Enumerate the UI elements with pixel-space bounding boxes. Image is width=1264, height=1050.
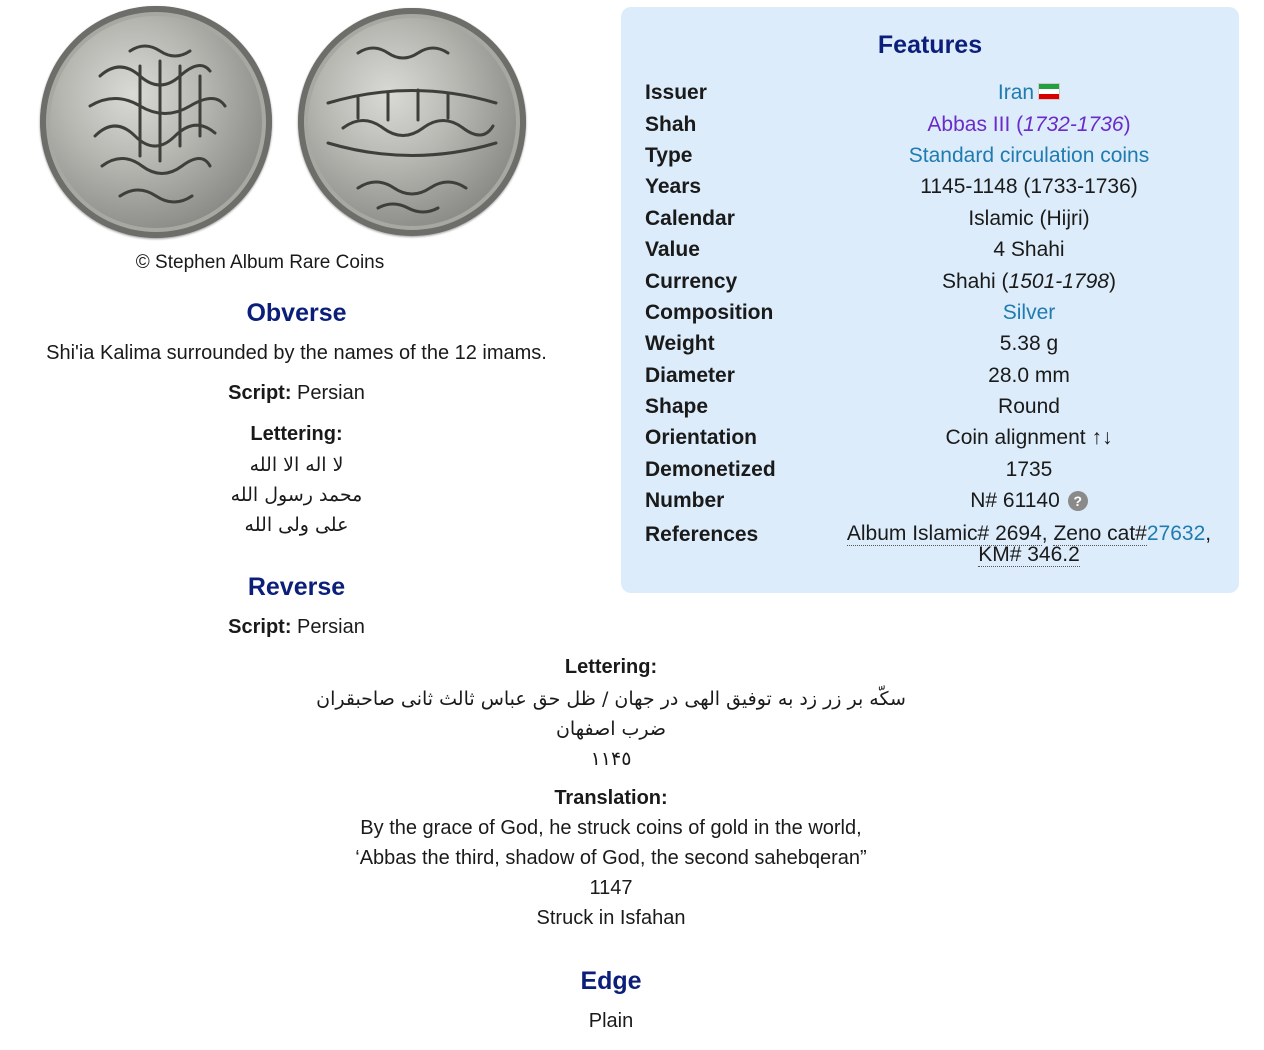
obverse-script xyxy=(0,382,593,405)
feature-label: Issuer xyxy=(645,81,707,104)
obverse-script-value: Persian xyxy=(297,382,365,404)
feature-label: Weight xyxy=(645,332,715,355)
shah-link[interactable]: Abbas III (1732-1736) xyxy=(927,113,1131,136)
iran-flag-icon xyxy=(1038,83,1060,100)
type-link[interactable]: Standard circulation coins xyxy=(908,144,1150,167)
feature-value: Album Islamic# 2694, Zeno cat#27632, KM# 346.2 xyxy=(846,522,1212,566)
reverse-script-value: Persian xyxy=(297,616,365,638)
feature-label: Shape xyxy=(645,395,709,418)
number-value: N# 61140 xyxy=(970,489,1060,512)
feature-label: Type xyxy=(645,144,693,167)
reverse-translation-line: Struck in Isfahan xyxy=(536,907,686,929)
reverse-lettering-line: سکّه بر زر زد به توفیق الهی در جهان / ظل حق عباس ثالث ثانی صاحبقران xyxy=(316,688,906,710)
feature-label: References xyxy=(645,523,759,546)
obverse-lettering-label: Lettering: xyxy=(250,423,343,445)
features-panel xyxy=(621,7,1239,593)
reverse-translation-line: 1147 xyxy=(589,877,633,899)
image-credit: © Stephen Album Rare Coins xyxy=(135,252,385,273)
reference-album[interactable]: Album Islamic# 2694 xyxy=(846,522,1042,545)
obverse-description: Shi'ia Kalima surrounded by the names of the 12 imams. xyxy=(46,342,547,364)
feature-value: 5.38 g xyxy=(999,332,1059,355)
reference-zeno-prefix[interactable]: Zeno cat# xyxy=(1053,522,1147,545)
reverse-heading: Reverse xyxy=(247,573,346,601)
feature-label: Orientation xyxy=(645,426,758,449)
feature-value: Coin alignment ↑↓ xyxy=(945,426,1113,449)
feature-value: Round xyxy=(998,395,1060,418)
obverse-lettering-line: محمد رسول الله xyxy=(230,484,363,506)
feature-label: Years xyxy=(645,175,702,198)
reverse-lettering-line: ١١۴٥ xyxy=(590,748,632,770)
feature-value: 1735 xyxy=(1005,458,1053,481)
feature-label: Shah xyxy=(645,113,697,136)
reverse-lettering-line: ضرب اصفهان xyxy=(555,718,667,740)
obverse-script-label: Script: xyxy=(228,382,292,404)
edge-heading: Edge xyxy=(580,967,642,995)
reverse-translation-line: ‘Abbas the third, shadow of God, the second sahebqeran” xyxy=(355,847,867,869)
reverse-translation-label: Translation: xyxy=(554,787,668,809)
feature-label: Diameter xyxy=(645,364,735,387)
feature-label: Number xyxy=(645,489,725,512)
feature-value: 28.0 mm xyxy=(988,364,1070,387)
feature-value xyxy=(831,81,1227,105)
obverse-heading: Obverse xyxy=(246,299,347,327)
features-title: Features xyxy=(877,31,983,59)
feature-label: Calendar xyxy=(645,207,735,230)
reverse-coin-image[interactable] xyxy=(298,8,526,236)
edge-value: Plain xyxy=(588,1010,634,1032)
currency-years: 1501-1798 xyxy=(1008,270,1109,293)
help-icon[interactable]: ? xyxy=(1068,491,1088,511)
reference-zeno-link[interactable]: 27632 xyxy=(1146,522,1206,545)
feature-value: Shahi (1501-1798) xyxy=(942,270,1116,293)
feature-value: Islamic (Hijri) xyxy=(968,207,1090,230)
feature-label: Currency xyxy=(645,270,738,293)
reverse-script xyxy=(0,616,593,639)
feature-label: Demonetized xyxy=(645,458,776,481)
feature-value: 4 Shahi xyxy=(993,238,1065,261)
reverse-lettering-label: Lettering: xyxy=(564,656,658,678)
shah-years: 1732-1736 xyxy=(1023,113,1124,136)
feature-value: 1145-1148 (1733-1736) xyxy=(920,175,1138,198)
feature-value xyxy=(831,489,1227,513)
reverse-translation-line: By the grace of God, he struck coins of gold in the world, xyxy=(360,817,862,839)
feature-label: Composition xyxy=(645,301,774,324)
reference-km[interactable]: KM# 346.2 xyxy=(978,543,1080,566)
shah-name: Abbas III xyxy=(927,113,1011,136)
obverse-lettering-line: لا اله الا الله xyxy=(249,454,344,476)
feature-label: Value xyxy=(645,238,700,261)
obverse-lettering-line: على ولى الله xyxy=(244,514,349,536)
reverse-script-label: Script: xyxy=(228,616,292,638)
currency-name: Shahi xyxy=(942,270,996,293)
issuer-link[interactable]: Iran xyxy=(997,81,1035,104)
coin-images xyxy=(40,6,530,244)
composition-link[interactable]: Silver xyxy=(1002,301,1056,324)
obverse-coin-image[interactable] xyxy=(40,6,272,238)
